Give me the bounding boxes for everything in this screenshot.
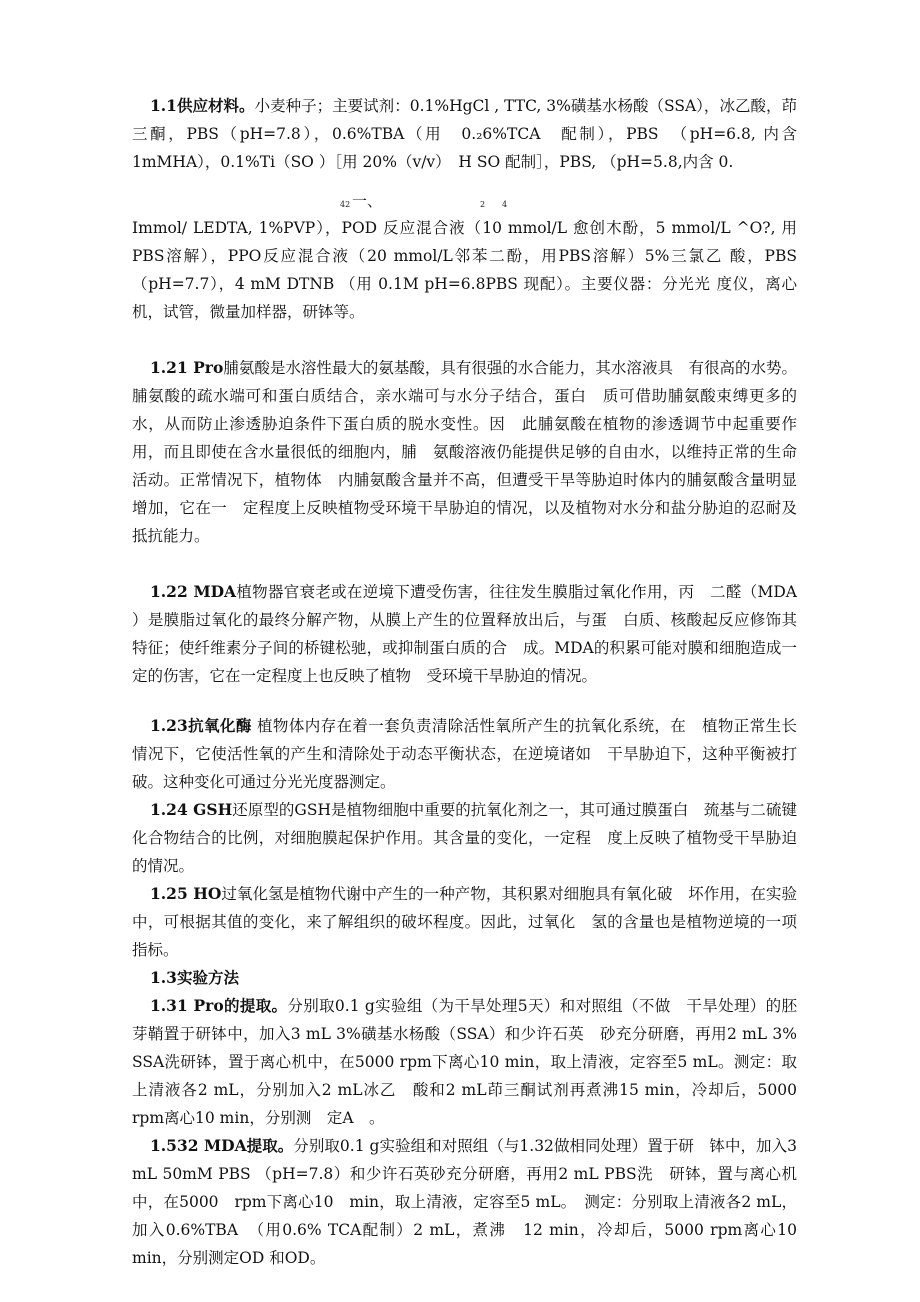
section-1-23-text: 植物体内存在着一套负责清除活性氧所产生的抗氧化系统，在 植物正常生长情况下，它使活性氧的产生和清除处于动态平衡状态，在逆境诸如 干旱胁迫下，这种平衡被打破。这种变化可通过分光光度器测定。: [132, 717, 797, 791]
section-1-21-text: 脯氨酸是水溶性最大的氨基酸，具有很强的水合能力，其水溶液具 有很高的水势。脯氨酸的疏水端可和蛋白质结合，亲水端可与水分子结合，蛋白 质可借助脯氨酸束缚更多的水，从而防止渗透胁迫条件下蛋白质的脱水变性。因 此脯氨酸在植物的渗透调节中起重要作用，而且即使在含水量很低的细胞内，脯 氨酸溶液仍能提供足够的自由水，以维持正常的生命活动。正常情况下，植物体 内脯氨酸含量并不高，但遭受干旱等胁迫时体内的脯氨酸含量明显增加，它在一 定程度上反映植物受环境干旱胁迫的情况，以及植物对水分和盐分胁迫的忍耐及 抵抗能力。: [132, 359, 813, 545]
section-1-21: [132, 354, 813, 550]
section-1-25-text: 过氧化氢是植物代谢中产生的一种产物，其积累对细胞具有氧化破 坏作用，在实验中，可根据其值的变化，来了解组织的破坏程度。因此，过氧化 氢的含量也是植物逆境的一项指标。: [132, 885, 797, 959]
section-1-532: [132, 1132, 797, 1272]
section-1-25: [132, 880, 797, 964]
section-1-532-text: 分别取0.1 g实验组和对照组（与1.32做相同处理）置于研 钵中，加入3 mL 50mM PBS （pH=7.8）和少许石英砂充分研磨，再用2 mL PBS洗 研钵，置与离心机中，在5000 rpm下离心10 min，取上清液，定容至5 mL。 测定：分别取上清液各2 mL，加入0.6%TBA （用0.6% TCA配制）2 mL，煮沸 12 min，冷却后，5000 rpm离心10 min，分别测定OD 和OD。: [132, 1137, 797, 1267]
subscript-fragment-42: 42: [340, 200, 351, 209]
section-1-3-heading: [132, 964, 797, 992]
section-1-24-heading: 1.24 GSH: [150, 800, 233, 819]
section-1-3-title: 1.3实验方法: [150, 968, 239, 987]
section-1-1: [132, 92, 797, 176]
section-1-21-heading: 1.21 Pro: [150, 358, 224, 377]
section-1-22-heading: 1.22 MDA: [150, 582, 237, 601]
section-1-23: [132, 712, 797, 796]
section-1-24-text: 还原型的GSH是植物细胞中重要的抗氧化剂之一，其可通过膜蛋白 巯基与二硫键化合物结合的比例，对细胞膜起保护作用。其含量的变化，一定程 度上反映了植物受干旱胁迫的情况。: [132, 801, 797, 875]
section-1-24: [132, 796, 797, 880]
section-1-31-heading: 1.31 Pro的提取。: [150, 996, 288, 1015]
section-1-31-text: 分别取0.1 g实验组（为干旱处理5天）和对照组（不做 干旱处理）的胚芽鞘置于研钵中，加入3 mL 3%磺基水杨酸（SSA）和少许石英 砂充分研磨，再用2 mL 3% SSA洗研钵，置于离心机中，在5000 rpm下离心10 min，取上清液，定容至5 mL。测定：取上清液各2 mL，分别加入2 mL冰乙 酸和2 mL茚三酮试剂再煮沸15 min，冷却后，5000 rpm离心10 min，分别测 定A 。: [132, 997, 797, 1127]
subscript-fragment-2: 2: [480, 200, 486, 209]
subscript-fragment-4: 4: [502, 200, 508, 209]
section-1-25-heading: 1.25 HO: [150, 884, 222, 903]
section-1-1-heading: 1.1供应材料。: [150, 96, 255, 115]
section-1-532-heading: 1.532 MDA提取。: [150, 1136, 294, 1155]
section-1-1-text: 小麦种子；主要试剂：0.1%HgCl , TTC, 3%磺基水杨酸（SSA），冰乙酸，茚三酮，PBS（pH=7.8），0.6%TBA（用 0.₂6%TCA 配制），PBS （pH=6.8, 内含 1mMHA），0.1%Ti（SO ）［用 20%（v/v） H SO 配制］，PBS, （pH=5.8,内含 0.: [132, 97, 797, 171]
section-1-23-heading: 1.23抗氧化酶: [150, 716, 252, 735]
section-1-1-continued: Immol/ LEDTA, 1%PVP），POD 反应混合液（10 mmol/L 愈创木酚，5 mmol/L ^O?, 用PBS溶解），PPO反应混合液（20 mmol/L邻苯二酚，用PBS溶解）5%三氯乙 酸，PBS（pH=7.7），4 mM DTNB （用 0.1M pH=6.8PBS 现配）。主要仪器：分光光 度仪，离心机，试管，微量加样器，研钵等。: [132, 219, 797, 321]
section-1-31: [132, 992, 797, 1132]
fragment-dash: 一、: [352, 192, 383, 210]
section-1-22: [132, 578, 797, 690]
section-1-22-text: 植物器官衰老或在逆境下遭受伤害，往往发生膜脂过氧化作用，丙 二醛（MDA ）是膜脂过氧化的最终分解产物，从膜上产生的位置释放出后，与蛋 白质、核酸起反应修饰其特征；使纤维素分子间的桥键松驰，或抑制蛋白质的合 成。MDA的积累可能对膜和细胞造成一定的伤害，它在一定程度上也反映了植物 受环境干旱胁迫的情况。: [132, 583, 797, 685]
